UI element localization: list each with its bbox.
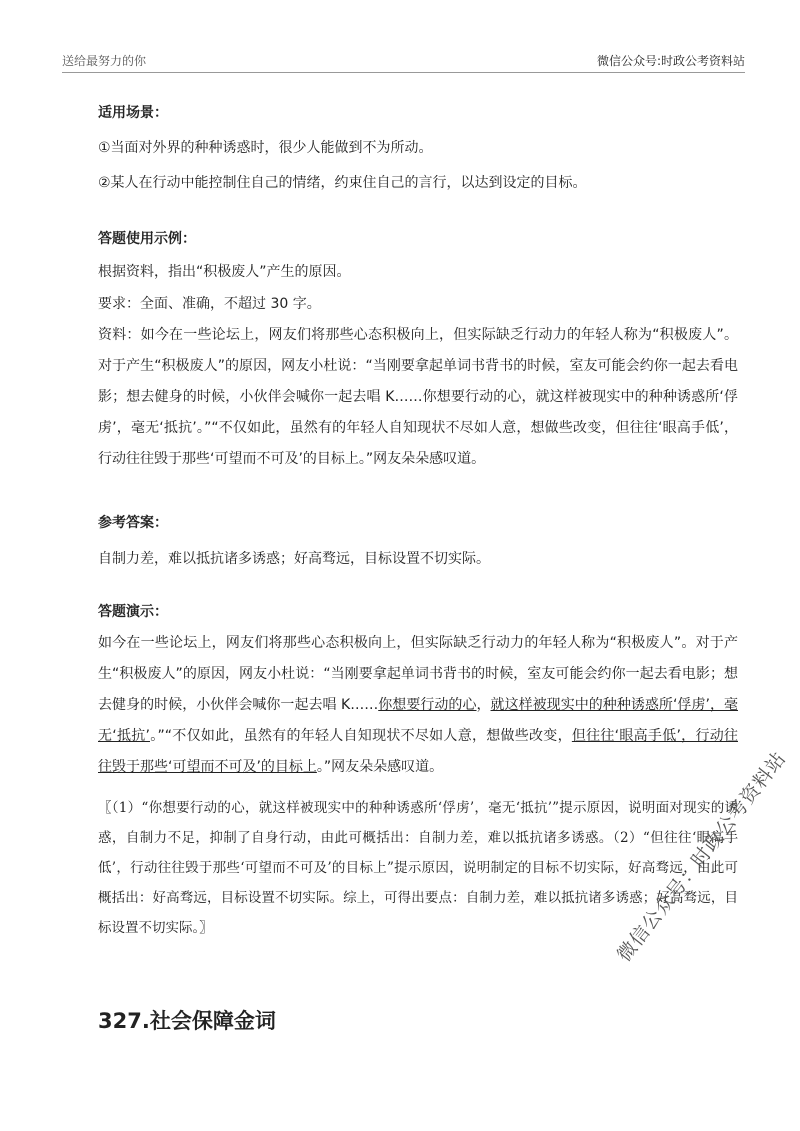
demo-section bbox=[98, 602, 738, 783]
demo-title: 答题演示： bbox=[98, 604, 168, 620]
example-title: 答题使用示例： bbox=[98, 231, 196, 247]
scenarios-section bbox=[98, 103, 738, 193]
section-heading: 327.社会保障金词 bbox=[98, 1009, 276, 1033]
answer-title: 参考答案： bbox=[98, 515, 168, 531]
watermark-text: 微信公众号：时政公考资料站 bbox=[613, 747, 791, 967]
page-header bbox=[62, 48, 745, 73]
demo-text-segment: 。”“不仅如此，虽然有的年轻人自知现状不尽如人意，想做些改变， bbox=[149, 728, 572, 744]
demo-analysis: 〖（1）“你想要行动的心，就这样被现实中的种种诱惑所‘俘虏’，毫无‘抵抗’”提示原因，说明面对现实的诱惑，自制力不足，抑制了自身行动，由此可概括出：自制力差，难以抵抗诸多诱惑。（2）“但往往‘眼高手低’，行动往往毁于那些‘可望而不可及’的目标上”提示原因，说明制定的目标不切实际，好高骛远，由此可概括出：好高骛远，目标设置不切实际。综上，可得出要点：自制力差，难以抵抗诸多诱惑；好高骛远，目标设置不切实际。〗 bbox=[98, 800, 738, 936]
example-section bbox=[98, 229, 738, 475]
scenarios-title: 适用场景： bbox=[98, 105, 168, 121]
header-slogan: 送给最努力的你 bbox=[62, 54, 147, 68]
answer-text: 自制力差，难以抵抗诸多诱惑；好高骛远，目标设置不切实际。 bbox=[98, 551, 490, 567]
example-material: 资料：如今在一些论坛上，网友们将那些心态积极向上，但实际缺乏行动力的年轻人称为“积极废人”。对于产生“积极废人”的原因，网友小杜说：“当刚要拿起单词书背书的时候，室友可能会约你一起去看电影；想去健身的时候，小伙伴会喊你一起去唱 K……你想要行动的心，就这样被现实中的种种诱惑所‘俘虏’，毫无‘抵抗’。”“不仅如此，虽然有的年轻人自知现状不尽如人意，想做些改变，但往往‘眼高手低’，行动往往毁于那些‘可望而不可及’的目标上。”网友朵朵感叹道。 bbox=[98, 327, 738, 467]
answer-section bbox=[98, 513, 738, 569]
header-wechat-account: 微信公众号:时政公考资料站 bbox=[596, 54, 745, 68]
example-requirement: 要求：全面、准确，不超过 30 字。 bbox=[98, 296, 321, 312]
demo-underlined-segment: 你想要行动的心 bbox=[378, 697, 477, 713]
example-question: 根据资料，指出“积极废人”产生的原因。 bbox=[98, 264, 351, 280]
demo-underlined-segment: 就这样被现实中的种种诱惑所‘俘虏’，毫无‘抵抗’ bbox=[98, 697, 739, 744]
demo-text-segment: 。”网友朵朵感叹道。 bbox=[316, 759, 444, 775]
demo-text-segment: 如今在一些论坛上，网友们将那些心态积极向上，但实际缺乏行动力的年轻人称为“积极废人”。对于产生“积极废人”的原因，网友小杜说：“当刚要拿起单词书背书的时候，室友可能会约你一起去看电影；想去健身的时候，小伙伴会喊你一起去唱 K…… bbox=[98, 635, 738, 713]
scenario-item: ②某人在行动中能控制住自己的情绪，约束住自己的言行，以达到设定的目标。 bbox=[98, 175, 587, 191]
demo-text-segment: ， bbox=[476, 697, 491, 713]
demo-material bbox=[98, 628, 738, 783]
demo-underlined-segment: 但往往‘眼高手低’，行动往往毁于那些‘可望而不可及’的目标上 bbox=[98, 728, 738, 775]
scenario-item: ①当面对外界的种种诱惑时，很少人能做到不为所动。 bbox=[98, 140, 433, 156]
